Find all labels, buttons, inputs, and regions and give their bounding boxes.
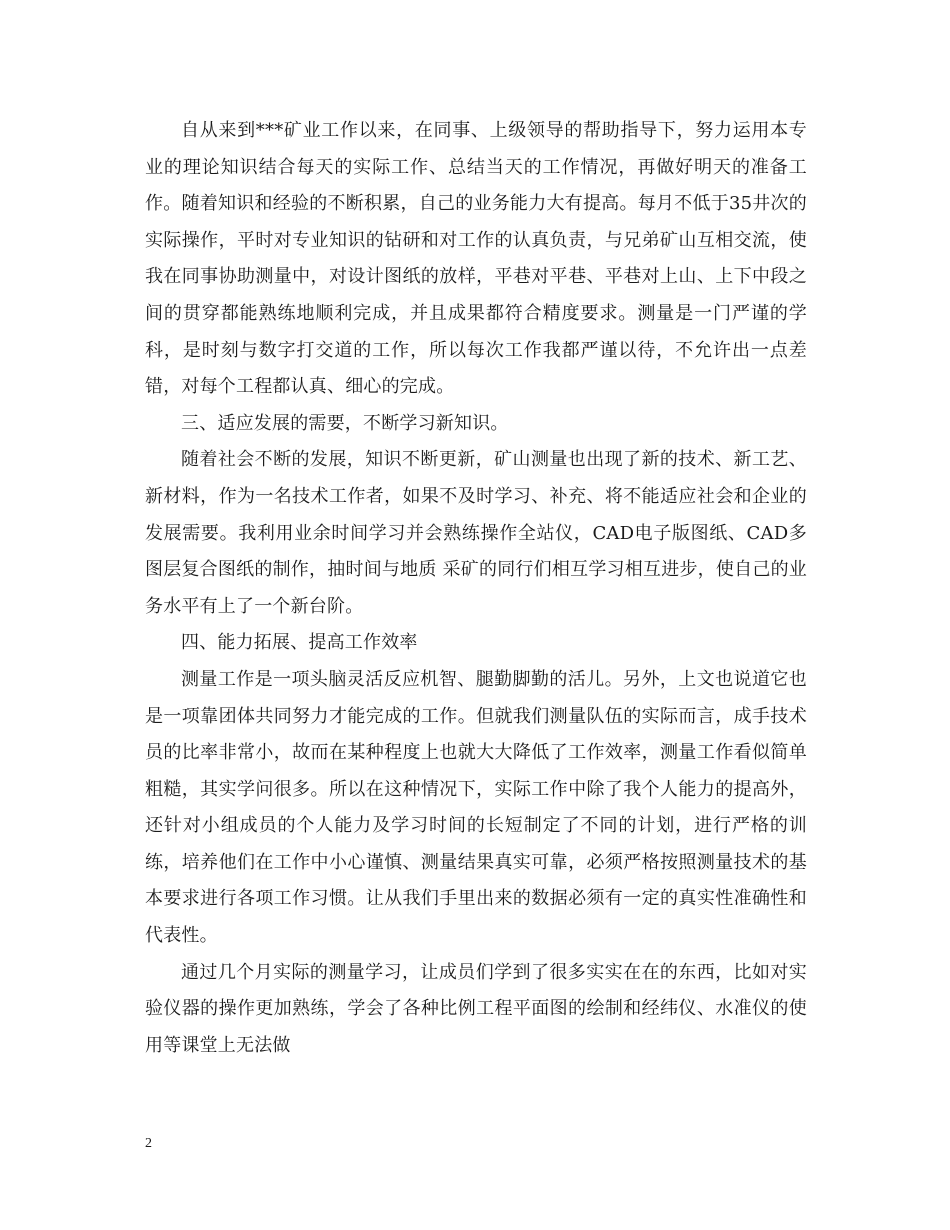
- paragraph-efficiency: 测量工作是一项头脑灵活反应机智、腿勤脚勤的活儿。另外，上文也说道它也是一项靠团体共同努力才能完成的工作。但就我们测量队伍的实际而言，成手技术员的比率非常小，故而在某种程度上也就大大降低了工作效率，测量工作看似简单粗糙，其实学问很多。所以在这种情况下，实际工作中除了我个人能力的提高外，还针对小组成员的个人能力及学习时间的长短制定了不同的计划，进行严格的训练，培养他们在工作中小心谨慎、测量结果真实可靠，必须严格按照测量技术的基本要求进行各项工作习惯。让从我们手里出来的数据必须有一定的真实性准确性和代表性。: [145, 668, 807, 947]
- paragraph-learning: 随着社会不断的发展，知识不断更新，矿山测量也出现了新的技术、新工艺、新材料，作为一名技术工作者，如果不及时学习、补充、将不能适应社会和企业的发展需要。我利用业余时间学习并会熟练操作全站仪，CAD电子版图纸、CAD多图层复合图纸的制作，抽时间与地质 采矿的同行们相互学习相互进步，使自己的业务水平有上了一个新台阶。: [145, 449, 807, 617]
- section-heading-four: 四、能力拓展、提高工作效率: [181, 632, 418, 654]
- page-number: 2: [145, 1136, 152, 1151]
- section-heading-three: 三、适应发展的需要，不断学习新知识。: [181, 412, 509, 434]
- paragraph-work-experience: 自从来到***矿业工作以来，在同事、上级领导的帮助指导下，努力运用本专业的理论知识结合每天的实际工作、总结当天的工作情况，再做好明天的准备工作。随着知识和经验的不断积累，自己的业务能力大有提高。每月不低于35井次的实际操作，平时对专业知识的钻研和对工作的认真负责，与兄弟矿山互相交流，使我在同事协助测量中，对设计图纸的放样，平巷对平巷、平巷对上山、上下中段之间的贯穿都能熟练地顺利完成，并且成果都符合精度要求。测量是一门严谨的学科，是时刻与数字打交道的工作，所以每次工作我都严谨以待，不允许出一点差错，对每个工程都认真、细心的完成。: [145, 120, 807, 398]
- paragraph-training-results: 通过几个月实际的测量学习，让成员们学到了很多实实在在的东西，比如对实验仪器的操作更加熟练，学会了各种比例工程平面图的绘制和经纬仪、水准仪的使用等课堂上无法做: [145, 961, 807, 1056]
- document-body: [145, 113, 807, 1064]
